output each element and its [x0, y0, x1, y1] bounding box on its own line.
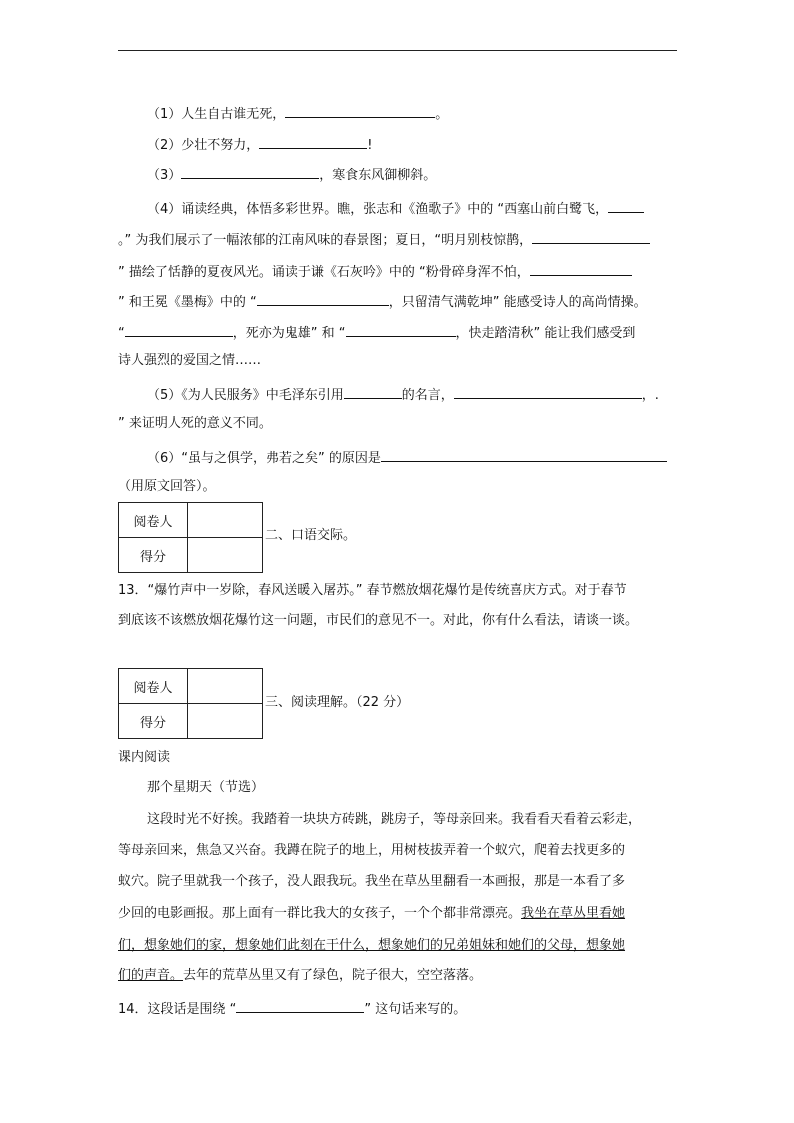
q14-text: ” 这句话来写的。: [364, 1002, 467, 1017]
underlined-sentence: 我坐在草丛里看她: [521, 906, 626, 921]
q5-text: ” 来证明人死的意义不同。: [118, 416, 272, 431]
reading-label: 课内阅读: [118, 750, 171, 765]
reviewer-label: 阅卷人: [119, 669, 188, 704]
answer-blank[interactable]: [181, 165, 319, 179]
q3-text: ，寒食东风御柳斜。: [319, 168, 437, 183]
reviewer-box[interactable]: [188, 503, 263, 538]
passage-text: 去年的荒草丛里又有了绿色，院子很大，空空落落。: [183, 968, 483, 983]
question-4-line-2: [118, 230, 650, 250]
answer-blank[interactable]: [530, 262, 632, 276]
question-4-line-5: [118, 323, 635, 343]
answer-blank[interactable]: [608, 199, 644, 213]
question-14: [118, 999, 466, 1019]
answer-blank[interactable]: [125, 323, 233, 337]
q5-text: ，.: [641, 388, 659, 403]
reviewer-label: 阅卷人: [119, 503, 188, 538]
answer-blank[interactable]: [381, 448, 667, 462]
q4-text: ，快走踏清秋” 能让我们感受到: [455, 326, 636, 341]
question-4-line-1: [147, 199, 644, 219]
question-3: [147, 165, 436, 185]
q4-text: “: [118, 326, 125, 341]
q2-text: （2）少壮不努力，: [147, 138, 260, 153]
q5-text: （5）《为人民服务》中毛泽东引用: [147, 388, 344, 403]
question-4-line-6: [118, 352, 261, 370]
header-rule: [118, 50, 677, 51]
section-2-heading: 二、口语交际。: [265, 528, 357, 543]
score-box[interactable]: [188, 538, 263, 573]
q3-label: （3）: [147, 168, 182, 183]
q4-text: ，死亦为鬼雄” 和 “: [232, 326, 346, 341]
q6-text: （6）“虽与之俱学，弗若之矣” 的原因是: [147, 451, 381, 466]
answer-blank[interactable]: [454, 385, 642, 399]
answer-blank[interactable]: [344, 385, 402, 399]
score-table: [118, 668, 263, 739]
q4-text: （4）诵读经典，体悟多彩世界。瞧，张志和《渔歌子》中的 “西塞山前白鹭飞，: [147, 202, 609, 217]
passage-text: 少回的电影画报。那上面有一群比我大的女孩子，一个个都非常漂亮。: [118, 906, 522, 921]
q4-text: ” 和王冕《墨梅》中的 “: [118, 295, 257, 310]
question-4-line-4: [118, 292, 647, 312]
passage-line: 这段时光不好挨。我踏着一块块方砖跳，跳房子，等母亲回来。我看看天看着云彩走，: [147, 812, 642, 827]
question-6-line-2: [118, 478, 216, 496]
question-13-line-1: 13．“爆竹声中一岁除，春风送暖入屠苏。” 春节燃放烟花爆竹是传统喜庆方式。对于春节: [118, 583, 627, 598]
q14-text: 14．这段话是围绕 “: [118, 1002, 237, 1017]
q2-end: !: [367, 138, 373, 153]
question-6-line-1: [147, 448, 667, 468]
answer-blank[interactable]: [259, 135, 367, 149]
passage-line: 等母亲回来，焦急又兴奋。我蹲在院子的地上，用树枝拔弄着一个蚁穴，爬着去找更多的: [118, 843, 626, 858]
question-13-line-2: 到底该不该燃放烟花爆竹这一问题，市民们的意见不一。对此，你有什么看法，请谈一谈。: [118, 613, 639, 628]
question-5-line-2: [118, 415, 272, 433]
question-4-line-3: [118, 262, 632, 282]
q4-text: 诗人强烈的爱国之情……: [118, 353, 262, 368]
answer-blank[interactable]: [346, 323, 456, 337]
answer-blank[interactable]: [257, 292, 389, 306]
underlined-sentence: 们，想象她们的家，想象她们此刻在干什么，想象她们的兄弟姐妹和她们的父母，想象她: [118, 938, 626, 953]
q4-text: ，只留清气满乾坤” 能感受诗人的高尚情操。: [388, 295, 647, 310]
score-table: [118, 502, 263, 573]
answer-blank[interactable]: [532, 230, 650, 244]
answer-blank[interactable]: [285, 104, 435, 118]
question-2: [147, 135, 373, 155]
passage-line: 蚁穴。院子里就我一个孩子，没人跟我玩。我坐在草丛里翻看一本画报，那是一本看了多: [118, 874, 626, 889]
q6-text: （用原文回答）。: [118, 479, 216, 494]
q1-text: （1）人生自古谁无死，: [147, 107, 286, 122]
passage-line: [118, 905, 625, 923]
score-label: 得分: [119, 704, 188, 739]
reviewer-box[interactable]: [188, 669, 263, 704]
section-3-heading: 三、阅读理解。（22 分）: [265, 695, 410, 710]
score-box[interactable]: [188, 704, 263, 739]
q5-text: 的名言，: [401, 388, 454, 403]
passage-line: [118, 967, 482, 985]
q4-text: 。” 为我们展示了一幅浓郁的江南风味的春景图；夏日，“明月别枝惊鹊，: [118, 233, 533, 248]
q1-end: 。: [435, 107, 449, 122]
underlined-sentence: 们的声音。: [118, 968, 184, 983]
passage-title: 那个星期天（节选）: [147, 780, 265, 795]
question-1: [147, 104, 448, 124]
question-5-line-1: [147, 385, 659, 405]
q4-text: ” 描绘了恬静的夏夜风光。诵读于谦《石灰吟》中的 “粉骨碎身浑不怕，: [118, 265, 530, 280]
score-label: 得分: [119, 538, 188, 573]
answer-blank[interactable]: [236, 999, 364, 1013]
